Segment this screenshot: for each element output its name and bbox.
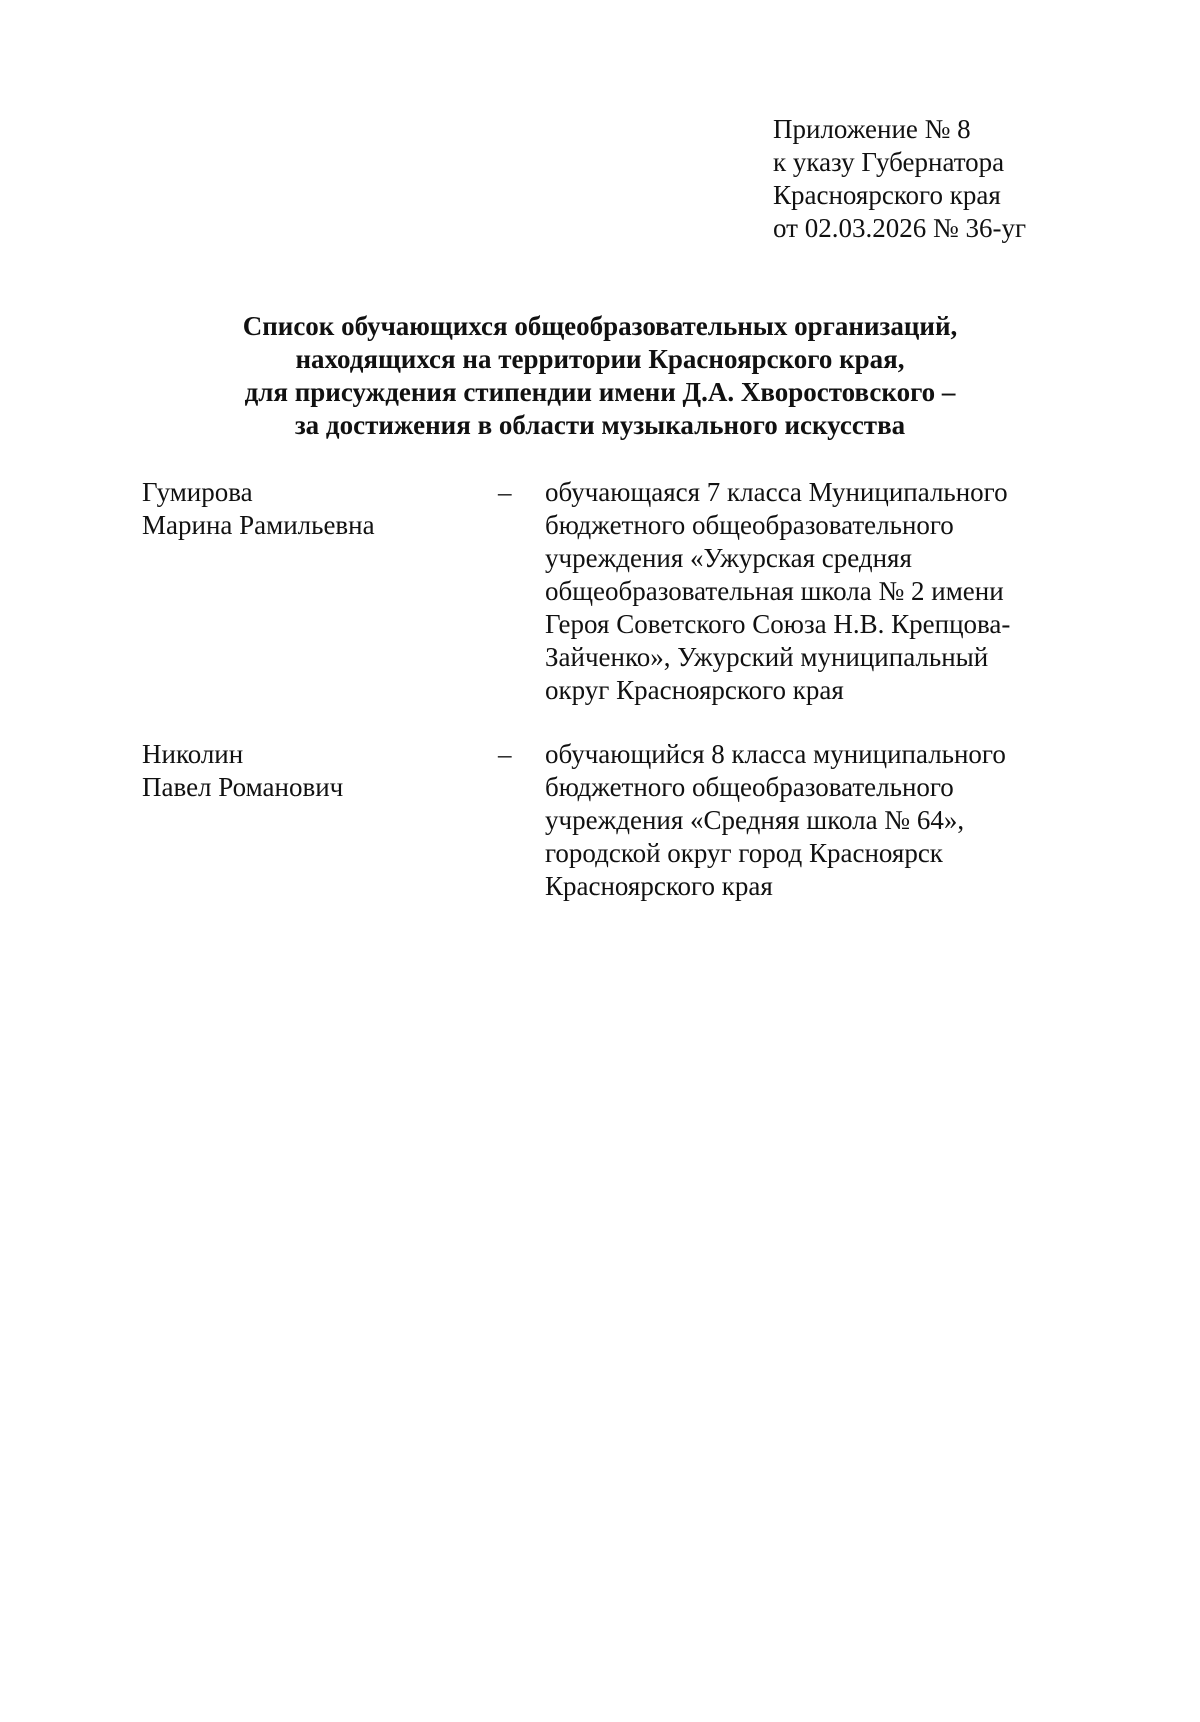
student-name (142, 476, 482, 542)
name-line: Гумирова (142, 477, 253, 507)
entry-dash: – (498, 477, 512, 507)
title-line: Список обучающихся общеобразовательных организаций, (242, 311, 958, 341)
appendix-line: Красноярского края (773, 180, 1001, 210)
student-description (545, 476, 1045, 707)
desc-line: городской округ город Красноярск (545, 838, 943, 868)
desc-line: учреждения «Средняя школа № 64», (545, 805, 965, 835)
desc-line: бюджетного общеобразовательного (545, 510, 954, 540)
appendix-line: от 02.03.2026 № 36-уг (773, 213, 1027, 243)
desc-line: обучающийся 8 класса муниципального (545, 739, 1006, 769)
desc-line: Зайченко», Ужурский муниципальный (545, 642, 989, 672)
desc-line: округ Красноярского края (545, 675, 844, 705)
student-name (142, 738, 482, 804)
desc-line: учреждения «Ужурская средняя (545, 543, 912, 573)
desc-line: Героя Советского Союза Н.В. Крепцова- (545, 609, 1011, 639)
desc-line: бюджетного общеобразовательного (545, 772, 954, 802)
title-line: находящихся на территории Красноярского края, (295, 344, 905, 374)
name-line: Николин (142, 739, 244, 769)
title-line: для присуждения стипендии имени Д.А. Хворостовского – (244, 377, 956, 407)
desc-line: общеобразовательная школа № 2 имени (545, 576, 1004, 606)
name-line: Павел Романович (142, 772, 344, 802)
student-description (545, 738, 1045, 903)
desc-line: Красноярского края (545, 871, 773, 901)
desc-line: обучающаяся 7 класса Муниципального (545, 477, 1008, 507)
document-title (150, 310, 1050, 442)
appendix-header (773, 113, 1026, 245)
appendix-line: к указу Губернатора (773, 147, 1005, 177)
appendix-line: Приложение № 8 (773, 114, 971, 144)
title-line: за достижения в области музыкального искусства (294, 410, 906, 440)
name-line: Марина Рамильевна (142, 510, 375, 540)
entry-dash: – (498, 739, 512, 769)
